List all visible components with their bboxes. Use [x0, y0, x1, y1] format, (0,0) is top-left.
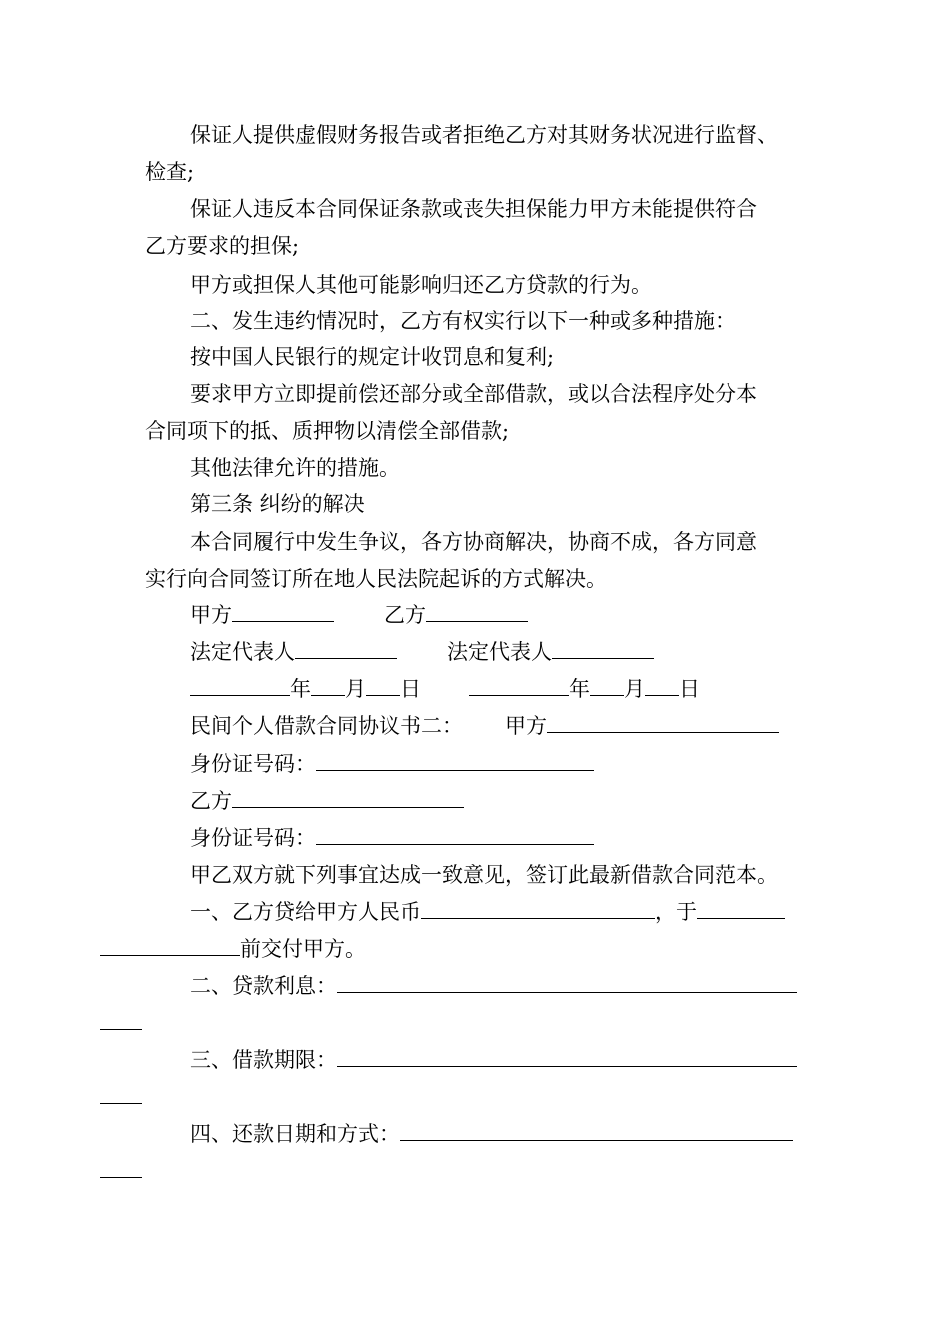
- rep-a-blank: [295, 657, 397, 659]
- id-b-blank: [316, 843, 594, 845]
- text: 检查;: [145, 160, 195, 184]
- signature-representatives: [145, 634, 810, 671]
- party-a-blank: [232, 620, 334, 622]
- id-a-label: 身份证号码：: [190, 752, 316, 776]
- paragraph-guarantor-false-report: [145, 117, 810, 191]
- text: 二、发生违约情况时，乙方有权实行以下一种或多种措施：: [190, 309, 736, 333]
- text: 乙方要求的担保;: [145, 234, 300, 258]
- party-b2: [145, 783, 810, 820]
- text: 保证人提供虚假财务报告或者拒绝乙方对其财务状况进行监督、: [190, 123, 778, 147]
- amount-blank: [421, 917, 655, 919]
- rep-a-label: 法定代表人: [190, 640, 295, 664]
- date-blank: [697, 917, 785, 919]
- rep-b-blank: [552, 657, 654, 659]
- paragraph-other-behavior: [145, 267, 810, 304]
- interest-blank: [337, 991, 797, 993]
- interest-blank-cont: [100, 1028, 142, 1030]
- repayment-blank: [400, 1139, 793, 1141]
- month-label: 月: [624, 677, 645, 701]
- party-a2-label: 甲方: [505, 714, 547, 738]
- text: 要求甲方立即提前偿还部分或全部借款，或以合法程序处分本: [190, 382, 757, 406]
- repayment-blank-cont: [100, 1176, 142, 1178]
- day-label: 日: [679, 677, 700, 701]
- clause-one-loan-amount: [145, 894, 810, 968]
- text: 甲方或担保人其他可能影响归还乙方贷款的行为。: [190, 273, 652, 297]
- clause-two-interest: [145, 968, 810, 1042]
- party-a2-blank: [547, 731, 779, 733]
- year-label: 年: [290, 677, 311, 701]
- paragraph-guarantor-breach: [145, 191, 810, 265]
- text: 二、贷款利息：: [190, 974, 337, 998]
- id-number-b: [145, 820, 810, 857]
- paragraph-agreement: [145, 857, 810, 894]
- paragraph-other-measures: [145, 450, 810, 487]
- day-b-blank: [645, 694, 679, 696]
- signature-dates: [145, 671, 810, 708]
- year-label: 年: [569, 677, 590, 701]
- paragraph-breach-measures: [145, 303, 810, 340]
- year-b-blank: [469, 694, 569, 696]
- signature-parties: [145, 597, 810, 634]
- text: ，于: [655, 900, 697, 924]
- rep-b-label: 法定代表人: [447, 640, 552, 664]
- party-a-label: 甲方: [190, 603, 232, 627]
- text: 合同项下的抵、质押物以清偿全部借款;: [145, 419, 510, 443]
- text: 实行向合同签订所在地人民法院起诉的方式解决。: [145, 567, 607, 591]
- text: 四、还款日期和方式：: [190, 1122, 400, 1146]
- party-b2-blank: [232, 806, 464, 808]
- text: 第三条 纠纷的解决: [190, 492, 365, 516]
- id-b-label: 身份证号码：: [190, 826, 316, 850]
- text: 本合同履行中发生争议，各方协商解决，协商不成，各方同意: [190, 530, 757, 554]
- text: 其他法律允许的措施。: [190, 456, 400, 480]
- clause-three-term: [145, 1042, 810, 1116]
- day-a-blank: [366, 694, 400, 696]
- paragraph-penalty-interest: [145, 339, 810, 376]
- text: 按中国人民银行的规定计收罚息和复利;: [190, 345, 555, 369]
- text: 甲乙双方就下列事宜达成一致意见，签订此最新借款合同范本。: [190, 863, 778, 887]
- text: 三、借款期限：: [190, 1048, 337, 1072]
- article-three-heading: [145, 486, 810, 523]
- text: 前交付甲方。: [240, 937, 366, 961]
- month-b-blank: [590, 694, 624, 696]
- id-number-a: [145, 746, 810, 783]
- month-a-blank: [311, 694, 345, 696]
- title-text: 民间个人借款合同协议书二：: [190, 714, 463, 738]
- agreement-two-title: [145, 708, 810, 745]
- clause-four-repayment: [145, 1116, 810, 1190]
- text: 一、乙方贷给甲方人民币: [190, 900, 421, 924]
- party-b-blank: [426, 620, 528, 622]
- id-a-blank: [316, 769, 594, 771]
- term-blank: [337, 1065, 797, 1067]
- date-blank-cont: [100, 954, 240, 956]
- text: 保证人违反本合同保证条款或丧失担保能力甲方未能提供符合: [190, 197, 757, 221]
- paragraph-dispute-resolution: [145, 524, 810, 598]
- party-b2-label: 乙方: [190, 789, 232, 813]
- term-blank-cont: [100, 1102, 142, 1104]
- day-label: 日: [400, 677, 421, 701]
- year-a-blank: [190, 694, 290, 696]
- party-b-label: 乙方: [384, 603, 426, 627]
- month-label: 月: [345, 677, 366, 701]
- paragraph-early-repayment: [145, 376, 810, 450]
